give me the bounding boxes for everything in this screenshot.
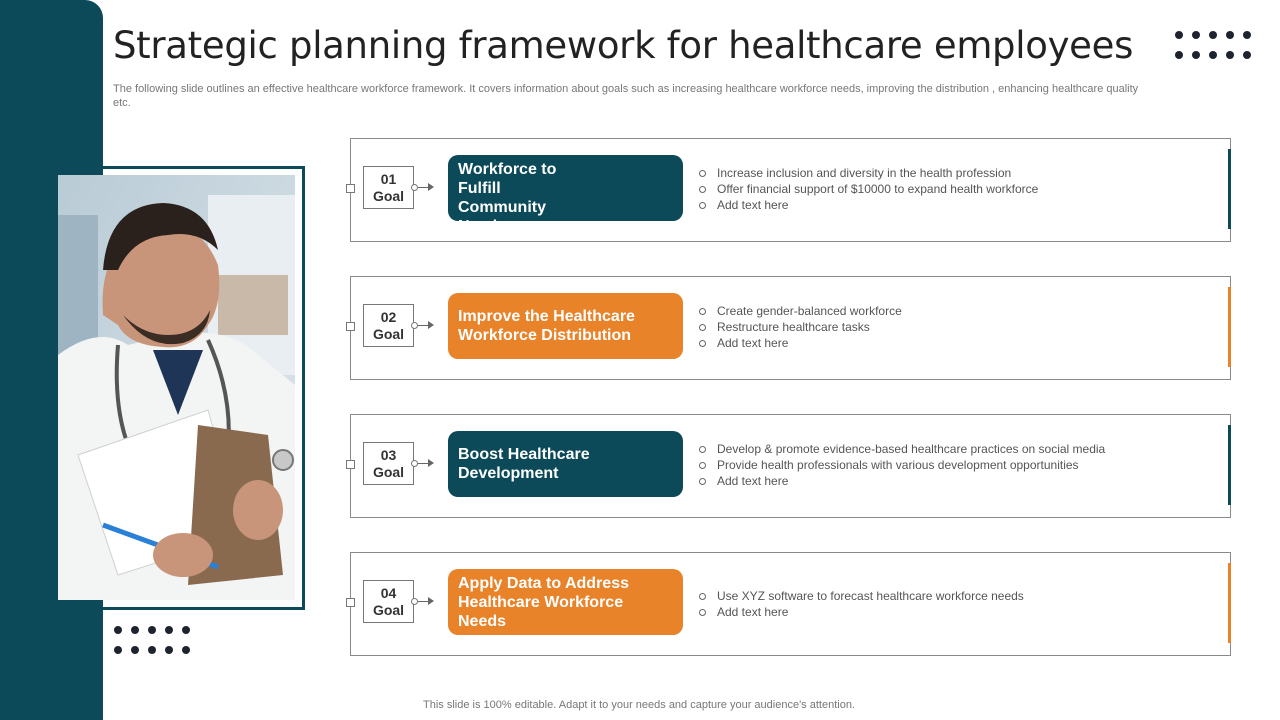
- goal-heading: Boost Healthcare Development: [458, 446, 590, 482]
- goal-row-1: [350, 138, 1231, 242]
- row-accent: [1228, 149, 1231, 229]
- connector-handle: [346, 322, 355, 331]
- bullet-item: Increase inclusion and diversity in the health profession: [699, 165, 1038, 181]
- bullet-item: Offer financial support of $10000 to expand health workforce: [699, 181, 1038, 197]
- goal-badge: [363, 304, 414, 347]
- bullet-item: Provide health professionals with various development opportunities: [699, 457, 1105, 473]
- bullet-item: Use XYZ software to forecast healthcare workforce needs: [699, 588, 1024, 604]
- goal-heading-box: [448, 141, 683, 235]
- connector-handle: [346, 460, 355, 469]
- connector-dot: [411, 460, 418, 467]
- dot: [1243, 31, 1251, 39]
- dot: [165, 626, 173, 634]
- goal-label: Goal: [372, 326, 405, 342]
- dot: [182, 626, 190, 634]
- arrow-right-icon: [418, 187, 432, 188]
- goal-badge: [363, 580, 414, 623]
- bullet-item: Add text here: [699, 197, 1038, 213]
- goal-heading-box: [448, 293, 683, 359]
- goal-bullets: [699, 588, 1024, 620]
- goal-number: 03: [380, 447, 397, 463]
- goal-number: 01: [380, 171, 397, 187]
- dot: [1192, 31, 1200, 39]
- dot: [131, 646, 139, 654]
- connector-dot: [411, 184, 418, 191]
- goal-row-3: [350, 414, 1231, 518]
- goal-heading: Improve the Healthcare Workforce Distribution: [458, 308, 635, 344]
- goal-bullets: [699, 303, 902, 351]
- dot: [1175, 31, 1183, 39]
- dot: [131, 626, 139, 634]
- goal-heading-box: [448, 569, 683, 635]
- goal-label: Goal: [372, 188, 405, 204]
- goal-badge: [363, 166, 414, 209]
- dot: [1209, 51, 1217, 59]
- page-title: Strategic planning framework for healthcare employees: [113, 24, 1134, 67]
- footer-note: [0, 699, 1280, 711]
- arrow-right-icon: [418, 601, 432, 602]
- dot: [148, 646, 156, 654]
- bullet-item: Add text here: [699, 473, 1105, 489]
- footer-text: This slide is 100% editable. Adapt it to your needs and capture your audience's attention.: [423, 699, 855, 711]
- row-accent: [1228, 287, 1231, 367]
- connector-handle: [346, 184, 355, 193]
- bullet-item: Develop & promote evidence-based healthcare practices on social media: [699, 441, 1105, 457]
- connector-dot: [411, 598, 418, 605]
- dot: [1226, 31, 1234, 39]
- connector-handle: [346, 598, 355, 607]
- dot: [1226, 51, 1234, 59]
- dot: [1175, 51, 1183, 59]
- goal-label: Goal: [372, 602, 405, 618]
- goal-bullets: [699, 165, 1038, 213]
- bullet-item: Create gender-balanced workforce: [699, 303, 902, 319]
- dot: [165, 646, 173, 654]
- row-accent: [1228, 563, 1231, 643]
- goal-heading: Increase the Workforce to Fulfill Community Needs: [458, 141, 557, 235]
- goal-heading-box: [448, 431, 683, 497]
- dot: [1192, 51, 1200, 59]
- arrow-right-icon: [418, 463, 432, 464]
- page-subtitle: The following slide outlines an effective healthcare workforce framework. It covers information about goals such as increasing healthcare workforce needs, improving the distribution , enhancing healthcare quality etc.: [113, 83, 1139, 109]
- dot: [114, 646, 122, 654]
- bullet-item: Add text here: [699, 335, 902, 351]
- bullet-item: Add text here: [699, 604, 1024, 620]
- dot: [182, 646, 190, 654]
- goal-number: 02: [380, 309, 397, 325]
- bullet-item: Restructure healthcare tasks: [699, 319, 902, 335]
- goal-row-4: [350, 552, 1231, 656]
- decorative-dots-top-right: [1175, 31, 1255, 59]
- goal-bullets: [699, 441, 1105, 489]
- doctor-photo: [58, 175, 295, 600]
- arrow-right-icon: [418, 325, 432, 326]
- dot: [1243, 51, 1251, 59]
- dot: [148, 626, 156, 634]
- goal-number: 04: [380, 585, 397, 601]
- dot: [1209, 31, 1217, 39]
- goal-label: Goal: [372, 464, 405, 480]
- decorative-dots-bottom-left: [114, 626, 207, 654]
- goal-row-2: [350, 276, 1231, 380]
- goal-badge: [363, 442, 414, 485]
- goal-heading: Apply Data to Address Healthcare Workforce Needs: [458, 574, 629, 630]
- dot: [114, 626, 122, 634]
- row-accent: [1228, 425, 1231, 505]
- connector-dot: [411, 322, 418, 329]
- doctor-photo-illustration: [58, 175, 295, 600]
